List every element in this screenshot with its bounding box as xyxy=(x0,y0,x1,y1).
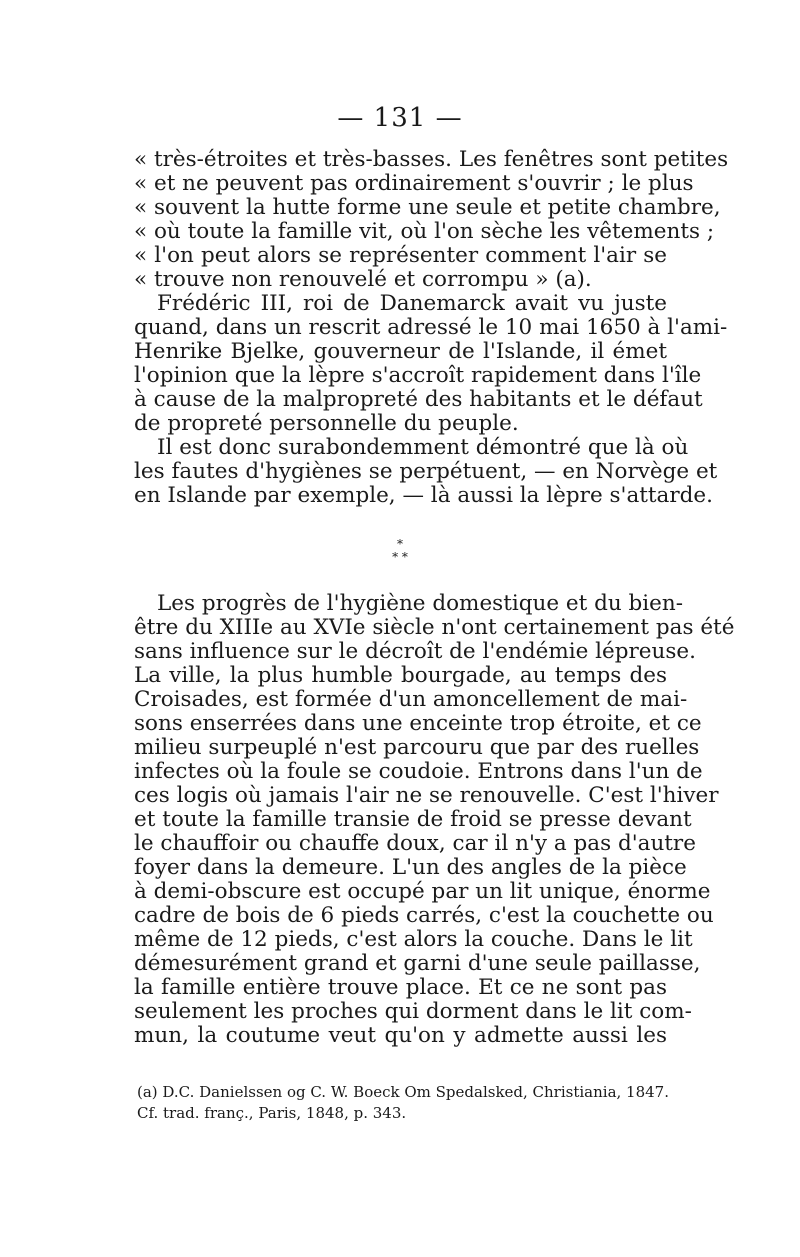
text-line: « et ne peuvent pas ordinairement s'ouvrir ; le plus xyxy=(134,171,694,196)
text-line: Il est donc surabondemment démontré que là où xyxy=(157,435,689,460)
text-line: à demi-obscure est occupé par un lit unique, énorme xyxy=(134,879,711,904)
text-line: foyer dans la demeure. L'un des angles de la pièce xyxy=(134,855,687,880)
text-line: Les progrès de l'hygiène domestique et du bien- xyxy=(157,591,684,616)
footnote-line: (a) D.C. Danielssen og C. W. Boeck Om Spedalsked, Christiania, 1847. xyxy=(137,1083,669,1101)
text-line: « l'on peut alors se représenter comment l'air se xyxy=(134,243,667,268)
text-line: Croisades, est formée d'un amoncellement de mai- xyxy=(134,687,688,712)
text-line: « souvent la hutte forme une seule et petite chambre, xyxy=(134,195,721,220)
text-line: la famille entière trouve place. Et ce ne sont pas xyxy=(134,975,667,1000)
text-line: de propreté personnelle du peuple. xyxy=(134,411,519,436)
text-line: cadre de bois de 6 pieds carrés, c'est la couchette ou xyxy=(134,903,714,928)
text-line: infectes où la foule se coudoie. Entrons dans l'un de xyxy=(134,759,703,784)
page-number: — 131 — xyxy=(337,103,463,133)
text-line: sans influence sur le décroît de l'endémie lépreuse. xyxy=(134,639,696,664)
text-line: « très-étroites et très-basses. Les fenêtres sont petites xyxy=(134,147,729,172)
text-line: ces logis où jamais l'air ne se renouvelle. C'est l'hiver xyxy=(134,783,719,808)
paragraph-block-quote xyxy=(134,147,729,508)
text-line: démesurément grand et garni d'une seule paillasse, xyxy=(134,951,701,976)
text-line: « trouve non renouvelé et corrompu » (a). xyxy=(134,267,592,292)
text-line: « où toute la famille vit, où l'on sèche les vêtements ; xyxy=(134,219,715,244)
text-line: milieu surpeuplé n'est parcouru que par des ruelles xyxy=(134,735,700,760)
text-line: être du XIIIe au XVIe siècle n'ont certainement pas été xyxy=(134,615,735,640)
text-line: Henrike Bjelke, gouverneur de l'Islande, il émet xyxy=(134,339,667,364)
paragraph-block-main xyxy=(134,591,735,1048)
text-line: sons enserrées dans une enceinte trop étroite, et ce xyxy=(134,711,702,736)
text-line: Frédéric III, roi de Danemarck avait vu juste xyxy=(157,291,667,316)
text-line: en Islande par exemple, — là aussi la lèpre s'attarde. xyxy=(134,483,713,508)
section-asterism xyxy=(0,538,800,564)
text-line: le chauffoir ou chauffe doux, car il n'y a pas d'autre xyxy=(134,831,696,856)
asterism-bottom-stars: * * xyxy=(392,550,408,564)
text-line: seulement les proches qui dorment dans le lit com- xyxy=(134,999,692,1024)
text-line: La ville, la plus humble bourgade, au temps des xyxy=(134,663,667,688)
text-line: les fautes d'hygiènes se perpétuent, — en Norvège et xyxy=(134,459,718,484)
footnote xyxy=(137,1082,667,1124)
text-line: quand, dans un rescrit adressé le 10 mai 1650 à l'ami- xyxy=(134,315,728,340)
text-line: à cause de la malpropreté des habitants et le défaut xyxy=(134,387,703,412)
asterism-top-star: * xyxy=(397,537,403,551)
text-line: l'opinion que la lèpre s'accroît rapidement dans l'île xyxy=(134,363,702,388)
footnote-line: Cf. trad. franç., Paris, 1848, p. 343. xyxy=(137,1104,407,1122)
text-line: même de 12 pieds, c'est alors la couche. Dans le lit xyxy=(134,927,693,952)
text-line: et toute la famille transie de froid se presse devant xyxy=(134,807,692,832)
text-line: mun, la coutume veut qu'on y admette aussi les xyxy=(134,1023,667,1048)
